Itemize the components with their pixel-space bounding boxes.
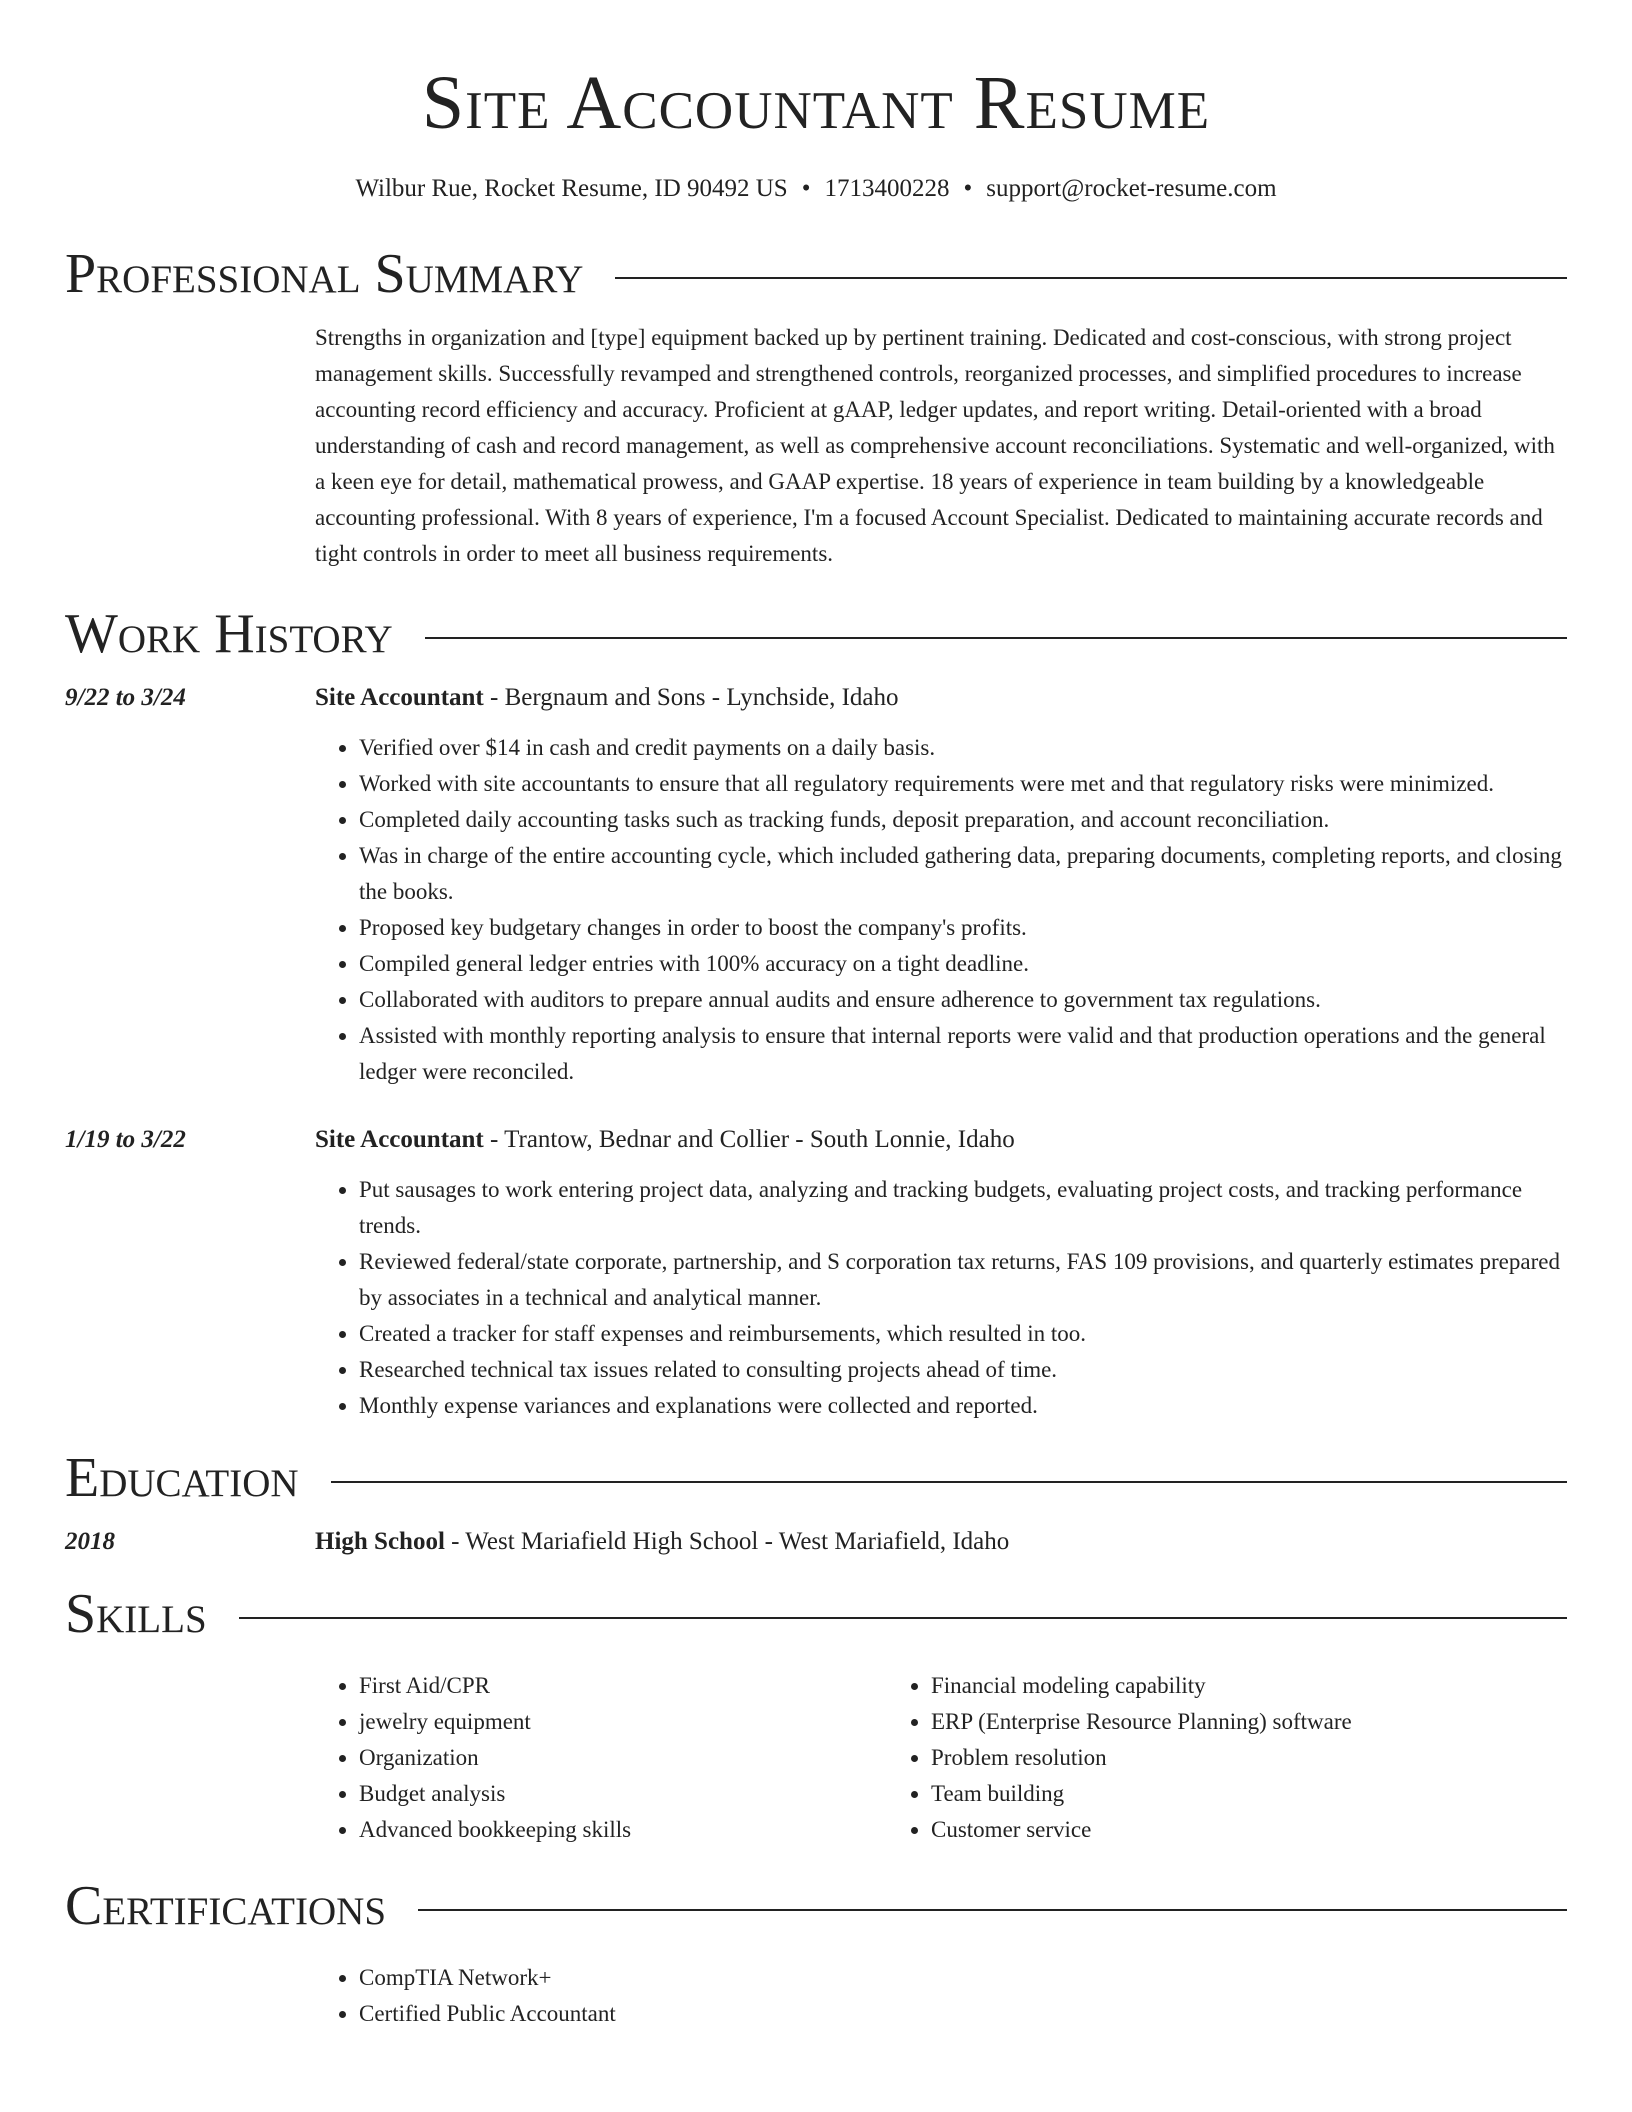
contact-separator: • (801, 175, 811, 202)
job-title: Site Accountant (315, 684, 484, 711)
list-item: • Completed daily accounting tasks such as tracking funds, deposit preparation, and account reconciliation. (359, 802, 1567, 838)
skills-column-left (315, 1668, 887, 1848)
list-item: • Compiled general ledger entries with 100% accuracy on a tight deadline. (359, 946, 1567, 982)
list-item: • Team building (931, 1776, 1459, 1812)
list-item: • ERP (Enterprise Resource Planning) software (931, 1704, 1459, 1740)
list-item: • Created a tracker for staff expenses and reimbursements, which resulted in too. (359, 1316, 1567, 1352)
education-section-header (65, 1446, 1567, 1510)
list-item: • jewelry equipment (359, 1704, 887, 1740)
education-body (315, 1524, 1567, 1560)
list-item: • Monthly expense variances and explanations were collected and reported. (359, 1388, 1567, 1424)
education-headline (315, 1524, 1567, 1560)
list-item: • Collaborated with auditors to prepare annual audits and ensure adherence to government tax regulations. (359, 982, 1567, 1018)
list-item: • First Aid/CPR (359, 1668, 887, 1704)
work-heading: Work History (65, 603, 393, 665)
job-details: - Trantow, Bednar and Collier - South Lonnie, Idaho (483, 1126, 1015, 1153)
education-details: - West Mariafield High School - West Mariafield, Idaho (444, 1528, 1010, 1555)
contact-line (65, 174, 1567, 204)
skills-heading: Skills (65, 1583, 207, 1645)
list-item: • Reviewed federal/state corporate, partnership, and S corporation tax returns, FAS 109 provisions, and quarterly estimates prepared by associates in a technical and analytical manner. (359, 1244, 1567, 1316)
job-bullets (315, 730, 1567, 1090)
certifications-heading: Certifications (65, 1875, 387, 1937)
job-bullets (315, 1172, 1567, 1424)
list-item: • Put sausages to work entering project data, analyzing and tracking budgets, evaluating project costs, and tracking performance trends. (359, 1172, 1567, 1244)
education-heading: Education (65, 1447, 299, 1509)
contact-email: support@rocket-resume.com (986, 175, 1277, 202)
job-headline (315, 680, 1567, 716)
contact-separator: • (963, 175, 973, 202)
contact-address: Wilbur Rue, Rocket Resume, ID 90492 US (355, 175, 788, 202)
list-item: • Verified over $14 in cash and credit payments on a daily basis. (359, 730, 1567, 766)
list-item: • Worked with site accountants to ensure that all regulatory requirements were met and that regulatory risks were minimized. (359, 766, 1567, 802)
job-headline (315, 1122, 1567, 1158)
certifications-section-header (65, 1874, 1567, 1938)
job-date: 9/22 to 3/24 (65, 684, 186, 711)
skills-section-header (65, 1582, 1567, 1646)
section-divider (418, 1909, 1567, 1911)
list-item: • Financial modeling capability (931, 1668, 1459, 1704)
list-item: • CompTIA Network+ (359, 1960, 1567, 1996)
work-section-header (65, 602, 1567, 666)
job-entry (65, 1122, 1567, 1424)
list-item: • Proposed key budgetary changes in order to boost the company's profits. (359, 910, 1567, 946)
skills-list (315, 1668, 1567, 1848)
list-item: • Customer service (931, 1812, 1459, 1848)
section-divider (425, 637, 1567, 639)
skills-column-right (887, 1668, 1459, 1848)
resume-title: Site Accountant Resume (421, 61, 1211, 145)
list-item: • Certified Public Accountant (359, 1996, 1567, 2032)
list-item: • Problem resolution (931, 1740, 1459, 1776)
job-body (315, 1122, 1567, 1424)
job-body (315, 680, 1567, 1090)
summary-section-header (65, 242, 1567, 306)
section-divider (331, 1481, 1567, 1483)
list-item: • Assisted with monthly reporting analysis to ensure that internal reports were valid and that production operations and the general ledger were reconciled. (359, 1018, 1567, 1090)
education-title: High School (315, 1528, 445, 1555)
list-item: • Advanced bookkeeping skills (359, 1812, 887, 1848)
certifications-items (315, 1960, 1567, 2032)
section-divider (239, 1617, 1567, 1619)
education-date: 2018 (65, 1528, 115, 1555)
summary-text: Strengths in organization and [type] equipment backed up by pertinent training. Dedicated and cost-conscious, with strong project management skills. Successfully revamped and strengthened controls, reorganized processes, and simplified procedures to increase accounting record efficiency and accuracy. Proficient at gAAP, ledger updates, and report writing. Detail-oriented with a broad understanding of cash and record management, as well as comprehensive account reconciliations. Systematic and well-organized, with a keen eye for detail, mathematical prowess, and GAAP expertise. 18 years of experience in team building by a knowledgeable accounting professional. With 8 years of experience, I'm a focused Account Specialist. Dedicated to maintaining accurate records and tight controls in order to meet all business requirements. (315, 325, 1555, 566)
job-date: 1/19 to 3/22 (65, 1126, 186, 1153)
list-item: • Was in charge of the entire accounting cycle, which included gathering data, preparing documents, completing reports, and closing the books. (359, 838, 1567, 910)
section-divider (615, 277, 1567, 279)
job-entry (65, 680, 1567, 1090)
list-item: • Researched technical tax issues related to consulting projects ahead of time. (359, 1352, 1567, 1388)
certifications-list (315, 1960, 1567, 2032)
job-title: Site Accountant (315, 1126, 484, 1153)
contact-phone: 1713400228 (824, 175, 950, 202)
job-details: - Bergnaum and Sons - Lynchside, Idaho (483, 684, 899, 711)
list-item: • Organization (359, 1740, 887, 1776)
education-entry (65, 1524, 1567, 1560)
summary-heading: Professional Summary (65, 243, 584, 305)
list-item: • Budget analysis (359, 1776, 887, 1812)
